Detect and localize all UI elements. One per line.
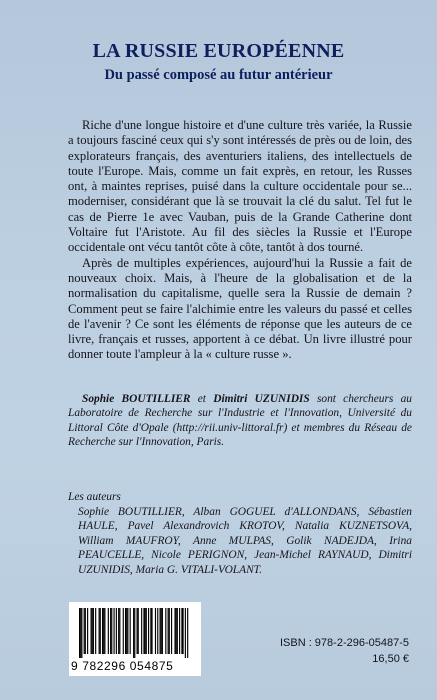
barcode-bar [87,608,88,654]
bio-text: sont chercheurs au Laboratoire de Recherche sur l'Industrie et l'Innovation, Université du Littoral Côte d'Opale (http://rii.univ-littoral.fr) et membres du Réseau de Recherche sur l'Innovation, Paris. [68,393,412,449]
barcode-bar [185,608,186,658]
editor-name-2: Dimitri UZUNIDIS [213,393,310,405]
barcode-bar [171,608,172,654]
barcode-bar [91,608,92,654]
authors-list: Sophie BOUTILLIER, Alban GOGUEL d'ALLONDANS, Sébastien HAULE, Pavel Alexandrovich KROTOV, Natalia KUZNETSOVA, William MAUFROY, Anne MULPAS, Golik NADEJDA, Irina PEAUCELLE, Nicole PERIGNON, Jean-Michel RAYNAUD, Dimitri UZUNIDIS, Maria G. VITALI-VOLANT. [78,506,412,576]
barcode-bar [160,608,161,654]
barcode-bar [168,608,169,654]
barcode-bar [110,608,111,654]
barcode-bar [92,608,93,654]
barcode-bar [157,608,158,654]
barcode-bar [183,608,184,654]
isbn: ISBN : 978-2-296-05487-5 [279,637,409,649]
barcode-bar [99,608,100,654]
barcode-bar [125,608,126,654]
barcode-bar [81,608,82,658]
barcode-bar [161,608,162,654]
barcode-bar [174,608,175,654]
barcode-bar [148,608,149,654]
barcode-bar [123,608,124,654]
barcode-bar [95,608,96,654]
barcode-bar [93,608,94,654]
editors-bio [68,392,412,450]
barcode-bar [181,608,182,654]
barcode-bar [79,608,80,658]
barcode-bar [137,608,138,654]
blurb-paragraph-2: Après de multiples expériences, aujourd'hui la Russie a fait de nouveaux choix. Mais, à l'heure de la globalisation et de la normalisation du capitalisme, quelle sera la Russie de demain ? Comment peut se faire l'alchimie entre les valeurs du passé et celles de l'avenir ? Ce sont les éléments de réponse que les auteurs de ce livre, français et russes, apportent à ce débat. Un livre illustré pour donner toute l'ampleur à la « culture russe ». [68,255,412,362]
barcode-bar [102,608,103,654]
authors-label: Les auteurs [68,491,121,503]
barcode-bar [100,608,101,654]
barcode-bar [165,608,166,654]
barcode-bar [150,608,151,654]
barcode-bar [114,608,115,654]
barcode-bar [155,608,156,654]
barcode-bar [176,608,177,654]
barcode-bars [79,608,193,658]
price: 16,50 € [372,653,409,665]
barcode-bar [162,608,163,654]
barcode-bar [103,608,104,654]
barcode-bar [187,608,188,658]
bio-connector: et [190,393,214,405]
barcode-digits: 9 782296 054875 [71,659,174,673]
barcode-bar [179,608,180,654]
blurb [68,118,412,363]
blurb-paragraph-1: Riche d'une longue histoire et d'une culture très variée, la Russie a toujours fasciné ceux qui s'y sont intéressés de près ou de loin, des explorateurs français, des aventuriers italiens, des intellectuels de toute l'Europe. Mais, comme un fait exprès, en retour, les Russes ont, à maintes reprises, puisé dans la culture occidentale pour se... moderniser, considérant que là se trouvait la clé du salut. Tel fut le cas de Pierre 1e avec Vauban, puis de la Grande Catherine dont Voltaire fut l'Aristote. Au fil des siècles la Russie et l'Europe occidentale ont vécu tantôt côte à côte, tantôt à dos tourné. [68,118,412,255]
barcode-bar [111,608,112,654]
barcode-bar [169,608,170,654]
barcode-bar [119,608,120,654]
barcode-bar [143,608,144,654]
barcode-bar [80,608,81,658]
barcode-bar [104,608,105,654]
barcode-bar [130,608,131,654]
barcode-bar [84,608,85,654]
barcode-bar [177,608,178,654]
barcode-bar [141,608,142,654]
barcode-bar [118,608,119,654]
barcode-bar [145,608,146,654]
barcode-bar [138,608,139,654]
barcode-bar [126,608,127,654]
barcode-bar [116,608,117,654]
barcode-bar [133,608,134,658]
barcode-bar [108,608,109,654]
barcode-bar [85,608,86,654]
barcode [69,602,201,676]
book-title: LA RUSSIE EUROPÉENNE [92,40,345,62]
barcode-bar [146,608,147,654]
book-subtitle: Du passé composé au futur antérieur [104,67,333,83]
editor-name-1: Sophie BOUTILLIER [82,393,191,405]
barcode-bar [134,608,135,658]
barcode-bar [127,608,128,654]
barcode-bar [151,608,152,654]
